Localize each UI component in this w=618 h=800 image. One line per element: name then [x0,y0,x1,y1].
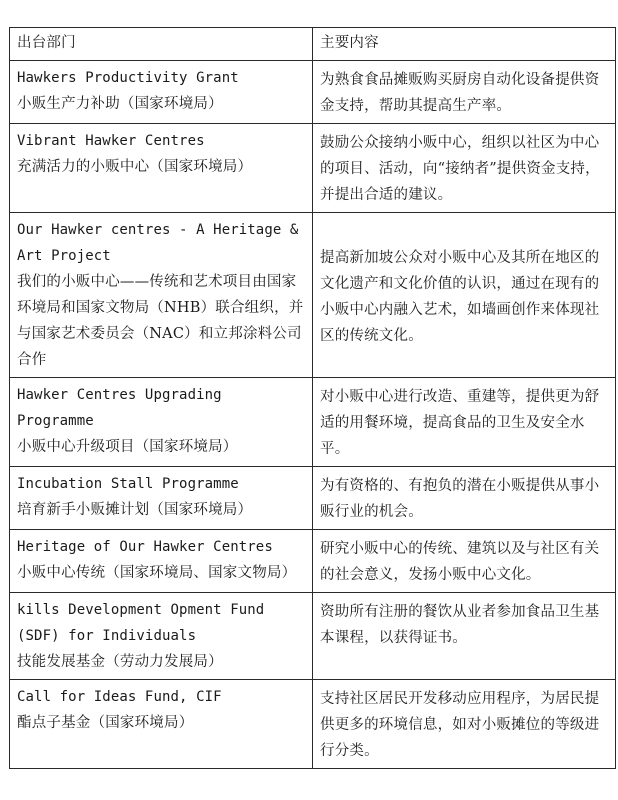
content-text: 为有资格的、有抱负的潜在小贩提供从事小贩行业的机会。 [320,478,600,520]
table-row [10,61,616,124]
department-cell [10,61,313,124]
header-content: 主要内容 [313,28,616,61]
table-row [10,124,616,213]
header-department: 出台部门 [10,28,313,61]
department-name-en: Call for Ideas Fund, CIF [17,689,222,705]
department-name-zh: 培育新手小贩摊计划（国家环境局） [17,502,253,518]
department-name-zh: 我们的小贩中心——传统和艺术项目由国家环境局和国家文物局（NHB）联合组织，并与国家艺术委员会（NAC）和立邦涂料公司合作 [17,274,304,368]
department-cell [10,213,313,378]
department-name-zh: 小贩中心升级项目（国家环境局） [17,439,238,455]
table-row [10,593,616,680]
content-cell [313,593,616,680]
department-cell [10,124,313,213]
table-header-row [10,28,616,61]
department-cell [10,593,313,680]
department-cell [10,680,313,769]
department-name-en: Incubation Stall Programme [17,476,239,492]
table-row [10,378,616,467]
department-cell [10,530,313,593]
content-cell [313,61,616,124]
department-name-en: Hawker Centres Upgrading Programme [17,387,222,429]
department-cell [10,378,313,467]
content-cell [313,124,616,213]
department-name-zh: 充满活力的小贩中心（国家环境局） [17,159,253,175]
department-name-en: Hawkers Productivity Grant [17,70,239,86]
table-row [10,680,616,769]
department-name-en: kills Development Opment Fund (SDF) for Individuals [17,602,265,644]
content-text: 资助所有注册的餐饮从业者参加食品卫生基本课程，以获得证书。 [320,604,600,646]
content-text: 对小贩中心进行改造、重建等，提供更为舒适的用餐环境，提高食品的卫生及安全水平。 [320,389,600,457]
table-row [10,213,616,378]
policy-table-container [9,27,609,769]
department-name-en: Our Hawker centres - A Heritage & Art Project [17,222,299,264]
content-text: 为熟食食品摊贩购买厨房自动化设备提供资金支持，帮助其提高生产率。 [320,72,600,114]
content-text: 提高新加坡公众对小贩中心及其所在地区的文化遗产和文化价值的认识，通过在现有的小贩中心内融入艺术，如墙画创作来体现社区的传统文化。 [320,250,600,344]
content-text: 研究小贩中心的传统、建筑以及与社区有关的社会意义，发扬小贩中心文化。 [320,541,600,583]
content-cell [313,680,616,769]
department-name-en: Heritage of Our Hawker Centres [17,539,273,555]
table-row [10,530,616,593]
department-name-zh: 酯点子基金（国家环境局） [17,715,194,731]
content-text: 鼓励公众接纳小贩中心，组织以社区为中心的项目、活动，向“接纳者”提供资金支持，并提出合适的建议。 [320,135,600,203]
department-name-zh: 技能发展基金（劳动力发展局） [17,654,223,670]
content-cell [313,378,616,467]
department-cell [10,467,313,530]
policy-table [9,27,616,769]
table-row [10,467,616,530]
department-name-en: Vibrant Hawker Centres [17,133,205,149]
content-cell [313,530,616,593]
department-name-zh: 小贩生产力补助（国家环境局） [17,96,223,112]
content-cell [313,213,616,378]
department-name-zh: 小贩中心传统（国家环境局、国家文物局） [17,565,297,581]
content-text: 支持社区居民开发移动应用程序，为居民提供更多的环境信息，如对小贩摊位的等级进行分类。 [320,691,600,759]
content-cell [313,467,616,530]
